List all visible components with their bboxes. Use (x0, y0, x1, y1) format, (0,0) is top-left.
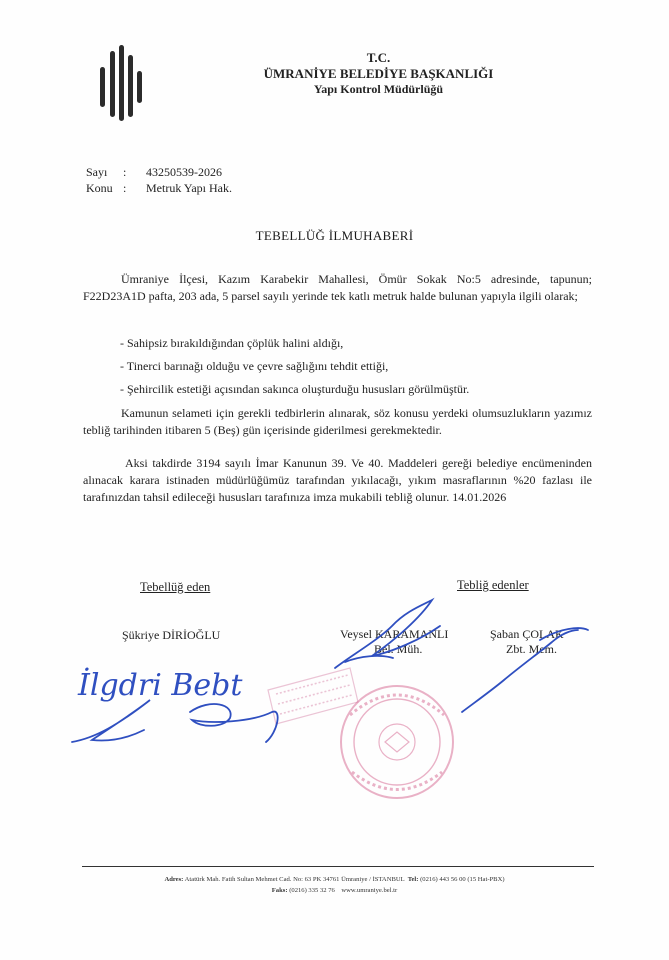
fax-label: Faks: (271, 887, 288, 894)
notifier-2-name: Şaban ÇOLAK (490, 627, 564, 641)
header-department: Yapı Kontrol Müdürlüğü (313, 82, 444, 96)
konu-colon: : (123, 181, 127, 195)
footer-address-line (0, 876, 669, 883)
sayi-colon: : (123, 165, 127, 179)
bullet-item-1: - Sahipsiz bırakıldığından çöplük halini aldığı, (120, 336, 344, 350)
paragraph-2-text: Kamunun selameti için gerekli tedbirlerin alınarak, söz konusu yerdeki olumsuzlukların yazımız tebliğ tarihinden itibaren 5 (Beş) gün içerisinde giderilmesi gerekmektedir. (83, 406, 592, 437)
bullet-item-3: - Şehircilik estetiği açısından sakınca oluşturduğu hususları görülmüştür. (120, 382, 470, 396)
address-label: Adres: (164, 876, 184, 883)
notifier-2-signature-ink (462, 628, 588, 712)
header-tc: T.C. (366, 50, 391, 65)
sayi-label: Sayı (86, 165, 108, 179)
sayi-value: 43250539-2026 (146, 165, 222, 179)
header-municipality: ÜMRANİYE BELEDİYE BAŞKANLIĞI (263, 66, 494, 81)
notifier-1-name: Veysel KARAMANLI (340, 627, 449, 641)
website-link[interactable]: www.umraniye.bel.tr (341, 887, 398, 894)
notifier-2-role: Zbt. Mem. (506, 642, 557, 656)
receiver-name: Şükriye DİRİOĞLU (122, 628, 221, 642)
konu-label: Konu (86, 181, 113, 195)
tel-value: (0216) 443 56 00 (15 Hat-PBX) (420, 876, 505, 883)
tel-label: Tel: (407, 876, 419, 883)
footer-divider (82, 866, 594, 867)
fax-value: (0216) 335 32 76 (289, 887, 335, 894)
faint-stamp (268, 668, 358, 724)
bullet-item-2: - Tinerci barınağı olduğu ve çevre sağlığını tehdit ettiği, (120, 359, 389, 373)
konu-value: Metruk Yapı Hak. (146, 181, 232, 195)
paragraph-3-text: Aksi takdirde 3194 sayılı İmar Kanunun 39. Ve 40. Maddeleri gereği belediye encümeninden alınacak karara istinaden müdürlüğümüz tarafından yıkılacağı, yıkım masraflarının %20 fazlası ile tarafınızdan tahsil edileceği hususları tarafınıza imza mukabili tebliğ olunur. 14.01.2026 (83, 456, 592, 504)
notifier-1-role: Bel. Müh. (374, 642, 423, 656)
paragraph-1-text: Ümraniye İlçesi, Kazım Karabekir Mahallesi, Ömür Sokak No:5 adresinde, tapunun; F22D23A1D pafta, 203 ada, 5 parsel sayılı yerinde tek katlı metruk halde bulunan yapıyla ilgili olarak; (83, 272, 592, 303)
footer-contact-line (0, 887, 669, 894)
notifier-1-signature-ink (335, 600, 440, 668)
document-title: TEBELLÜĞ İLMUHABERİ (255, 228, 414, 243)
address-value: Atatürk Mah. Fatih Sultan Mehmet Cad. No: 63 PK 34761 Ümraniye / İSTANBUL (184, 876, 405, 883)
receiver-signature-ink (72, 667, 278, 742)
handwritten-name: İlgdri Bebt (78, 668, 243, 703)
official-stamp (341, 686, 453, 798)
notifiers-title: Tebliğ edenler (457, 578, 529, 592)
receiver-title: Tebellüğ eden (140, 580, 211, 594)
